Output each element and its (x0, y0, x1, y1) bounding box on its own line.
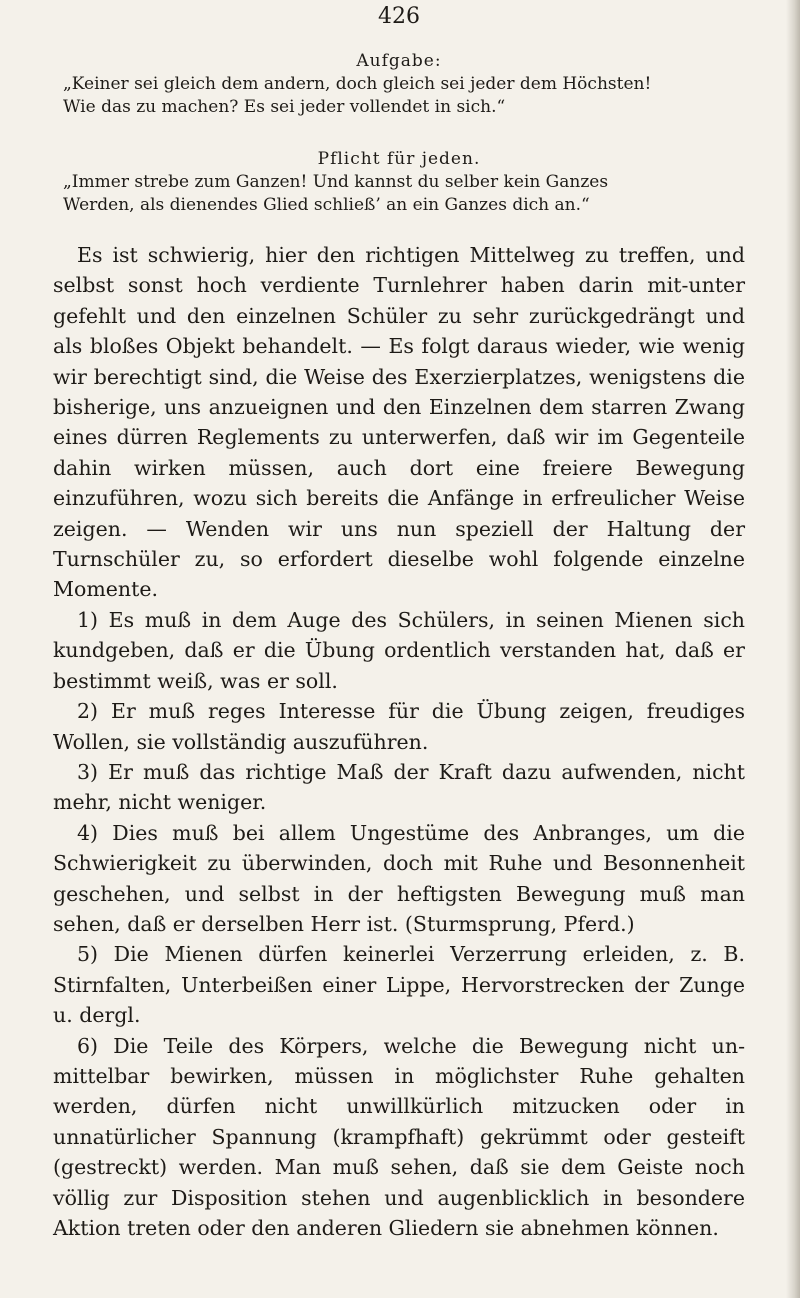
list-item-6: 6) Die Teile des Körpers, welche die Bewegung nicht un-mittelbar bewirken, müssen in möglichster Ruhe gehalten werden, dürfen nicht unwillkürlich mitzucken oder in unnatürlicher Spannung (krampfhaft) gekrümmt oder gesteift (gestreckt) werden. Man muß sehen, daß sie dem Geiste noch völlig zur Disposition stehen und augenblicklich in besondere Aktion treten oder den anderen Gliedern sie abnehmen können. (53, 1033, 745, 1240)
list-item-3: 3) Er muß das richtige Maß der Kraft dazu aufwenden, nicht mehr, nicht weniger. (53, 759, 745, 815)
page-edge-shadow (786, 0, 800, 1298)
motto-duty-heading: Pflicht für jeden. (317, 149, 481, 169)
paragraph-intro: Es ist schwierig, hier den richtigen Mittelweg zu treffen, und selbst sonst hoch verdiente Turnlehrer haben darin mit-unter gefehlt und den einzelnen Schüler zu sehr zurückgedrängt und als bloßes Objekt behandelt. — Es folgt daraus wieder, wie wenig wir berechtigt sind, die Weise des Exerzierplatzes, wenigstens die bisherige, uns anzueignen und den Einzelnen dem starren Zwang eines dürren Reglements zu unterwerfen, daß wir im Gegenteile dahin wirken müssen, auch dort eine freiere Bewegung einzuführen, wozu sich bereits die Anfänge in erfreulicher Weise zeigen. — Wenden wir uns nun speziell der Haltung der Turnschüler zu, so erfordert dieselbe wohl folgende einzelne Momente. (53, 243, 745, 602)
motto-duty-line-2: Werden, als dienendes Glied schließ’ an ein Ganzes dich an.“ (63, 195, 590, 215)
motto-task-heading: Aufgabe: (356, 51, 442, 71)
page-number: 426 (378, 4, 420, 29)
motto-task (53, 50, 745, 119)
motto-duty-line-1: „Immer strebe zum Ganzen! Und kannst du selber kein Ganzes (63, 172, 609, 192)
list-item-1: 1) Es muß in dem Auge des Schülers, in seinen Mienen sich kundgeben, daß er die Übung ordentlich verstanden hat, daß er bestimmt weiß, was er soll. (53, 607, 745, 693)
motto-task-line-2: Wie das zu machen? Es sei jeder vollendet in sich.“ (63, 97, 506, 117)
list-item-4: 4) Dies muß bei allem Ungestüme des Anbranges, um die Schwierigkeit zu überwinden, doch mit Ruhe und Besonnenheit geschehen, und selbst in der heftigsten Bewegung muß man sehen, daß er derselben Herr ist. (Sturmsprung, Pferd.) (53, 820, 745, 936)
list-item-5: 5) Die Mienen dürfen keinerlei Verzerrung erleiden, z. B. Stirnfalten, Unterbeißen einer Lippe, Hervorstrecken der Zunge u. dergl. (53, 942, 745, 1028)
body-text (53, 240, 745, 1243)
list-item-2: 2) Er muß reges Interesse für die Übung zeigen, freudiges Wollen, sie vollständig auszuführen. (53, 699, 745, 754)
motto-task-line-1: „Keiner sei gleich dem andern, doch gleich sei jeder dem Höchsten! (63, 74, 652, 94)
motto-duty (53, 148, 745, 217)
